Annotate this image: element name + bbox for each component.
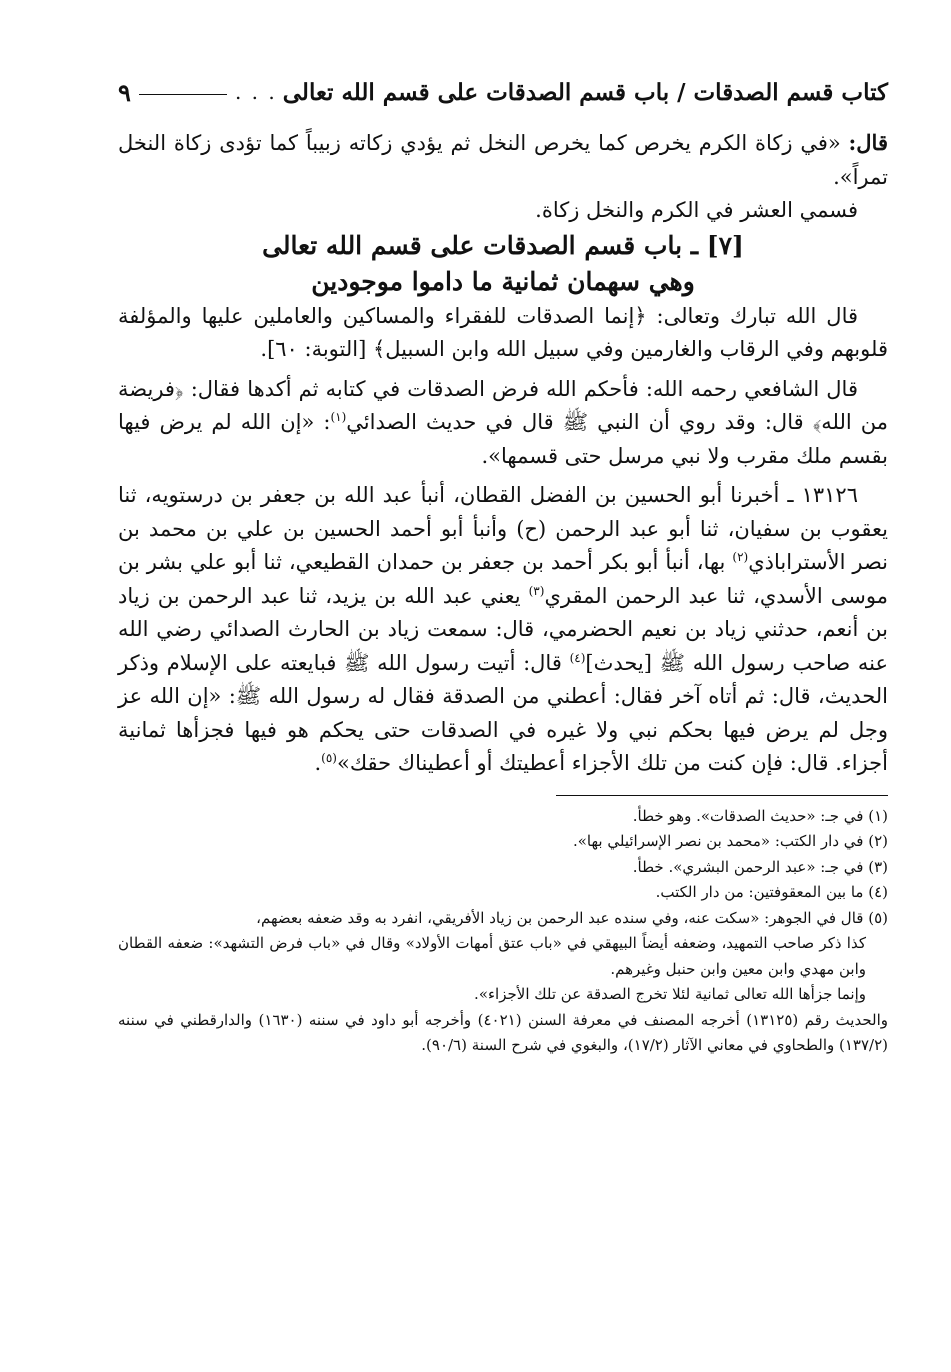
hadith-paragraph [118,479,888,781]
footnote-2: (٢) في دار الكتب: «محمد بن نصر الإسرائيلي بها». [572,832,888,850]
footnote-separator [556,795,888,796]
footnote-5-references: والحديث رقم (١٣١٢٥) أخرجه المصنف في معرفة السنن (٤٠٢١) وأخرجه أبو داود في سننه (١٦٣٠) والدارقطني في سننه (١٣٧/٢) والطحاوي في معاني الآثار (١٧/٢)، والبغوي في شرح السنة (٩٠/٦). [118,1010,889,1054]
hadith-text-b: بها، أنبأ أبو بكر أحمد بن جعفر بن حمدان القطيعي، ثنا أبو علي بشر بن موسى الأسدي، ثنا عبد الرحمن المقري [118,550,888,608]
page-number: ٩ [118,77,131,107]
footnote-ref-5: (٥) [321,751,337,765]
paragraph-4-text-b: : «إن الله لم يرض فيها بقسم ملك مقرب ولا نبي مرسل حتى قسمها». [118,410,888,468]
header-rule [139,94,227,95]
footnote-5-continued-1: كذا ذكر صاحب التمهيد، وضعفه أيضاً البيهقي في «باب عتق أمهات الأولاد» وقال في «باب فرض التشهد»: ضعفه القطان وابن مهدي وابن معين وابن حنبل وغيرهم. [118,934,866,978]
paragraph-1-lead: قال: [848,130,888,155]
footnote-4: (٤) ما بين المعقوفتين: من دار الكتب. [655,883,888,901]
running-title: كتاب قسم الصدقات / باب قسم الصدقات على قسم الله تعالى [282,78,888,106]
footnotes [118,804,888,1059]
footnote-3: (٣) في جـ: «عبد الرحمن البشري». خطأ. [632,857,888,876]
paragraph-3: قال الله تبارك وتعالى: ﴿إنما الصدقات للفقراء والمساكين والعاملين عليها والمؤلفة قلوبهم وفي الرقاب والغارمين وفي سبيل الله وابن السبيل﴾ [التوبة: ٦٠]. [118,303,888,361]
paragraph-4 [118,373,888,474]
footnote-5-continued-2: وإنما جزأها الله تعالى ثمانية لئلا تخرج الصدقة عن تلك الأجزاء». [474,985,866,1003]
paragraph-2: فسمي العشر في الكرم والنخل زكاة. [535,198,858,222]
hadith-text-c: يعني عبد الله بن يزيد، ثنا عبد الرحمن بن زياد بن أنعم، حدثني زياد بن نعيم الحضرمي، قال: سمعت زياد بن الحارث الصدائي رضي الله عنه صاحب رسول الله ﷺ [يحدث] [118,583,888,675]
paragraph-1 [118,126,888,194]
footnote-ref-1: (١) [330,410,347,424]
footnote-ref-4: (٤) [569,650,586,665]
hadith-text-e: . [314,751,322,775]
hadith-text-a: ١٣١٢٦ ـ أخبرنا أبو الحسين بن الفضل القطان، أنبأ عبد الله بن جعفر بن درستويه، ثنا يعقوب بن سفيان، ثنا أبو عبد الرحمن (ح) وأنبأ أبو أحمد الحسين بن علي بن محمد بن نصر الأستراباذي [118,483,889,574]
hadith-text-d: قال: أتيت رسول الله ﷺ فبايعته على الإسلام وذكر الحديث، قال: ثم أتاه آخر فقال: أعطني من الصدقة فقال له رسول الله ﷺ: «إن الله عز وجل لم يرض فيها بحكم نبي ولا غيره في الصدقات حتى يحكم هو فيها فجزأها ثمانية أجزاء. قال: فإن كنت من تلك الأجزاء أعطيتك أو أعطيناك حقك» [118,650,888,775]
paragraph-1-text: «في زكاة الكرم يخرص كما يخرص النخل ثم يؤدي زكاته زبيباً كما تؤدى زكاة النخل تمراً». [118,131,888,189]
footnote-ref-2: (٢) [732,550,749,564]
header-ellipsis: . . . [234,80,277,104]
document-page [118,72,888,1059]
footnote-ref-3: (٣) [528,583,545,598]
main-text [118,126,888,781]
paragraph-4-text-a: قال الشافعي رحمه الله: فأحكم الله فرض الصدقات في كتابه ثم أكدها فقال: ﴿فريضة من الله﴾ قال: وقد روي أن النبي ﷺ قال في حديث الصدائي [118,376,888,434]
footnote-5: (٥) قال في الجوهر: «سكت عنه، وفي سنده عبد الرحمن بن زياد الأفريقي، انفرد به وقد ضعفه بعضهم، [256,908,888,927]
footnote-1: (١) في جـ: «حديث الصدقات». وهو خطأ. [632,806,888,825]
page-header [118,72,888,112]
chapter-subheading: وهي سهمان ثمانية ما داموا موجودين [311,266,695,296]
chapter-heading: [٧] ـ باب قسم الصدقات على قسم الله تعالى [262,230,744,260]
